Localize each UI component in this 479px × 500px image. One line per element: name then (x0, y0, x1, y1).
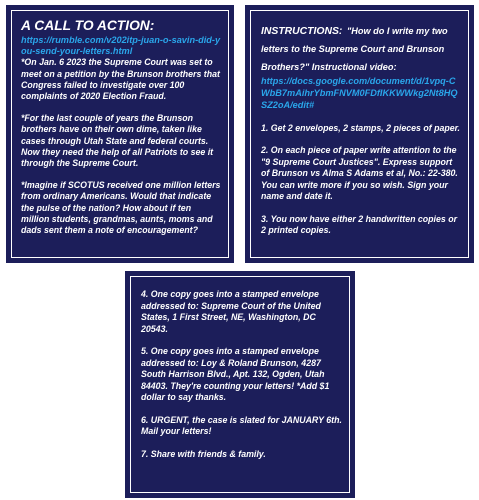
step-1: 1. Get 2 envelopes, 2 stamps, 2 pieces of paper. (261, 122, 460, 133)
paragraph-brunson-brothers: *For the last couple of years the Brunson brothers have on their own dime, taken like cases through Utah State and federal courts. Now they need the help of all Patriots to see it through the Supreme Court. (21, 113, 214, 169)
step-6: 6. URGENT, the case is slated for JANUARY 6th. Mail your letters! (141, 414, 342, 436)
instructions-question: "How do I write my two letters to the Supreme Court and Brunson Brothers?" Instructional video: (261, 26, 448, 72)
instructions-panel (245, 5, 474, 263)
rumble-video-link[interactable]: https://rumble.com/v202itp-juan-o-savin-did-you-send-your-letters.html (21, 35, 221, 57)
call-to-action-frame (11, 10, 229, 258)
google-docs-link[interactable]: https://docs.google.com/document/d/1vpq-CWbB7mAihrYbmFNVM0FDfIKKWWkg2Nt8HQSZ2oA/edit# (261, 76, 458, 111)
paragraph-imagine: *Imagine if SCOTUS received one million letters from ordinary Americans. Would that indicate the pulse of the nation? How about if ten million students, grandmas, aunts, moms and dads sent them a note of encouragement? (21, 180, 221, 236)
call-to-action-heading: A CALL TO ACTION: (21, 18, 155, 33)
step-4: 4. One copy goes into a stamped envelope addressed to: Supreme Court of the United States, 1 First Street, NE, Washington, DC 20543. (141, 289, 321, 334)
step-7: 7. Share with friends & family. (141, 448, 266, 459)
steps-continued-frame (130, 276, 350, 493)
instructions-label: INSTRUCTIONS: (261, 26, 343, 37)
step-3: 3. You now have either 2 handwritten copies or 2 printed copies. (261, 213, 458, 236)
step-2: 2. On each piece of paper write attention to the "9 Supreme Court Justices". Express support of Brunson vs Alma S Adams et al, No.: 22-380. You can write more if you so wish. Sign your name and date it. (261, 145, 458, 202)
instructions-frame (250, 10, 469, 258)
instructions-intro (261, 21, 461, 75)
step-5: 5. One copy goes into a stamped envelope addressed to: Loy & Roland Brunson, 4287 South Harrison Blvd., Apt. 132, Ogden, Utah 84403. They're counting your letters! *Add $1 dollar to say thanks. (141, 346, 330, 402)
call-to-action-panel (6, 5, 234, 263)
steps-continued-panel (125, 271, 355, 498)
paragraph-jan6: *On Jan. 6 2023 the Supreme Court was set to meet on a petition by the Brunson brothers that Congress failed to investigate over 100 complaints of 2020 Election Fraud. (21, 57, 220, 102)
